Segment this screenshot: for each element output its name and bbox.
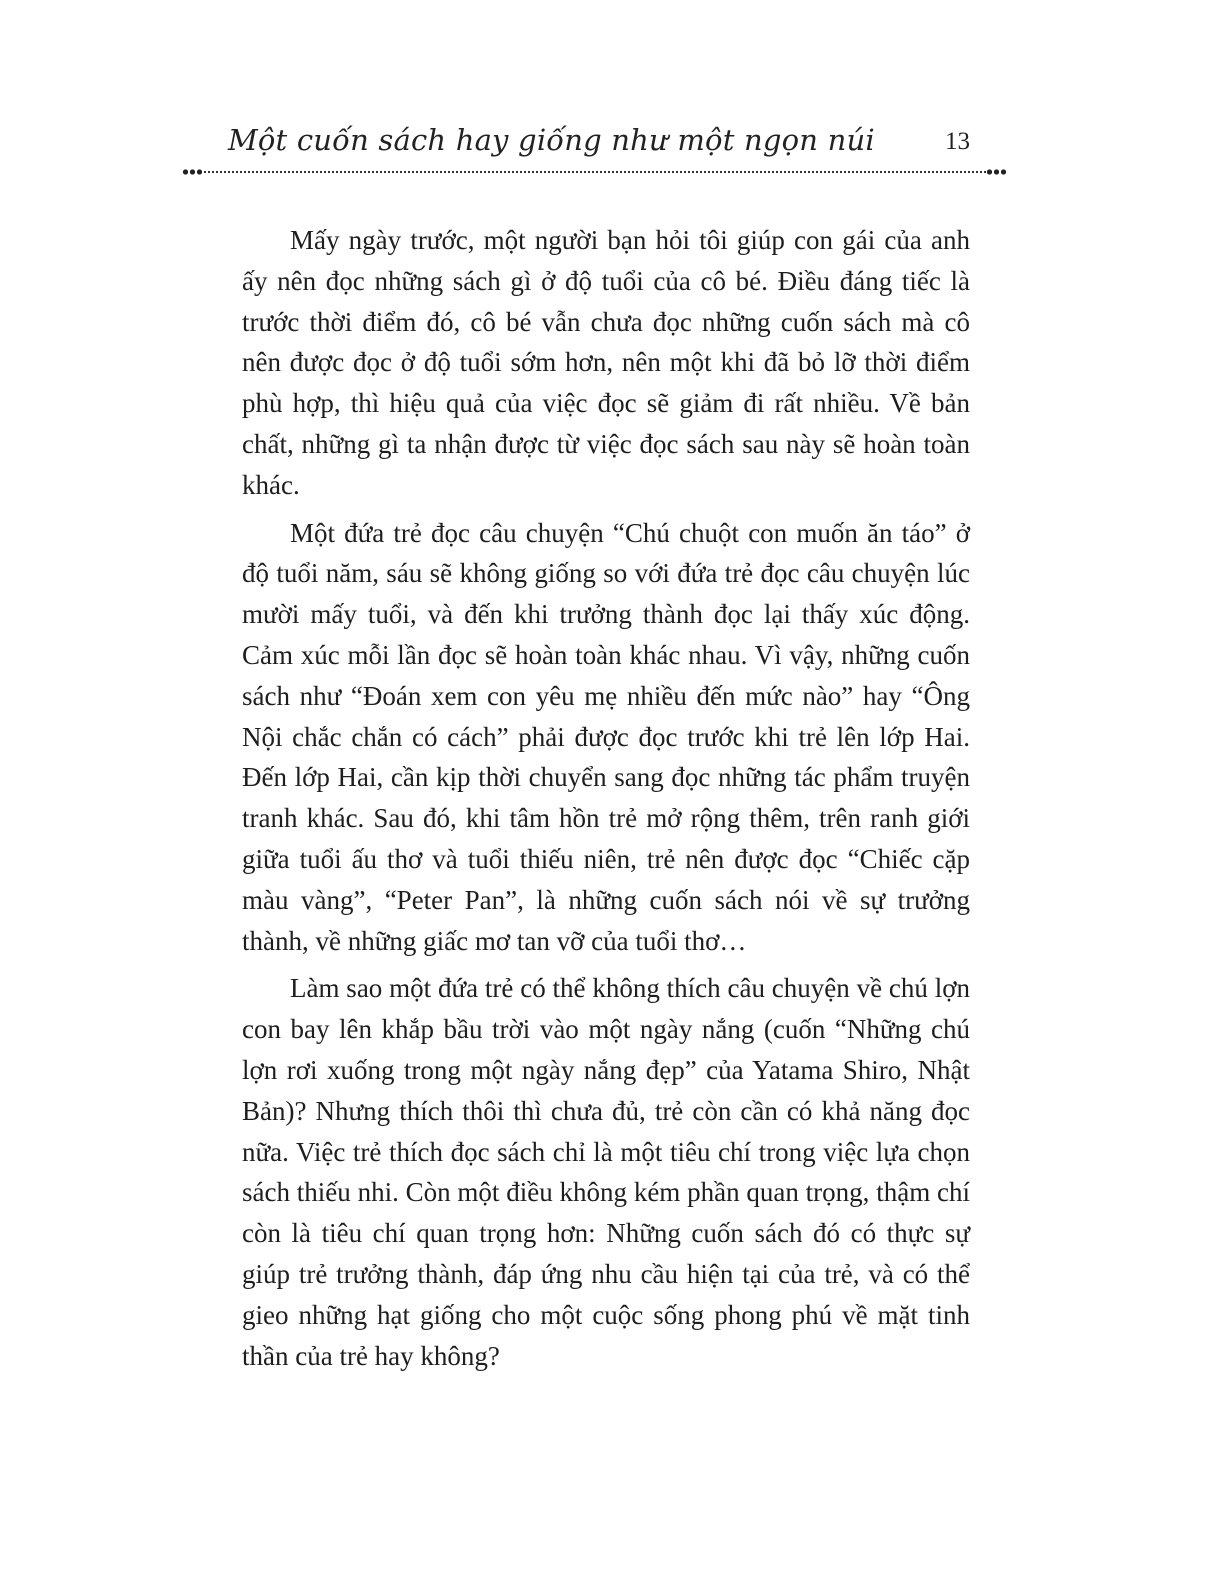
rule-left-dots	[182, 169, 204, 175]
page-number: 13	[945, 128, 970, 155]
header-dotted-rule	[182, 168, 1008, 176]
paragraph: Một đứa trẻ đọc câu chuyện “Chú chuột con muốn ăn táo” ở độ tuổi năm, sáu sẽ không giống so với đứa trẻ đọc câu chuyện lúc mười mấy tuổi, và đến khi trưởng thành đọc lại thấy xúc động. Cảm xúc mỗi lần đọc sẽ hoàn toàn khác nhau. Vì vậy, những cuốn sách như “Đoán xem con yêu mẹ nhiều đến mức nào” hay “Ông Nội chắc chắn có cách” phải được đọc trước khi trẻ lên lớp Hai. Đến lớp Hai, cần kịp thời chuyển sang đọc những tác phẩm truyện tranh khác. Sau đó, khi tâm hồn trẻ mở rộng thêm, trên ranh giới giữa tuổi ấu thơ và tuổi thiếu niên, trẻ nên được đọc “Chiếc cặp màu vàng”, “Peter Pan”, là những cuốn sách nói về sự trưởng thành, về những giấc mơ tan vỡ của tuổi thơ…	[242, 517, 970, 956]
running-header-title: Một cuốn sách hay giống như một ngọn núi	[228, 123, 875, 157]
rule-dotted-line	[204, 171, 986, 173]
rule-right-dots	[986, 169, 1008, 175]
paragraph: Làm sao một đứa trẻ có thể không thích câu chuyện về chú lợn con bay lên khắp bầu trời vào một ngày nắng (cuốn “Những chú lợn rơi xuống trong một ngày nắng đẹp” của Yatama Shiro, Nhật Bản)? Nhưng thích thôi thì chưa đủ, trẻ còn cần có khả năng đọc nữa. Việc trẻ thích đọc sách chỉ là một tiêu chí trong việc lựa chọn sách thiếu nhi. Còn một điều không kém phần quan trọng, thậm chí còn là tiêu chí quan trọng hơn: Những cuốn sách đó có thực sự giúp trẻ trưởng thành, đáp ứng nhu cầu hiện tại của trẻ, và có thể gieo những hạt giống cho một cuộc sống phong phú về mặt tinh thần của trẻ hay không?	[242, 973, 970, 1371]
paragraph: Mấy ngày trước, một người bạn hỏi tôi giúp con gái của anh ấy nên đọc những sách gì ở độ tuổi của cô bé. Điều đáng tiếc là trước thời điểm đó, cô bé vẫn chưa đọc những cuốn sách mà cô nên được đọc ở độ tuổi sớm hơn, nên một khi đã bỏ lỡ thời điểm phù hợp, thì hiệu quả của việc đọc sẽ giảm đi rất nhiều. Về bản chất, những gì ta nhận được từ việc đọc sách sau này sẽ hoàn toàn khác.	[242, 225, 970, 500]
running-header	[228, 118, 972, 166]
body-text	[242, 220, 970, 1383]
